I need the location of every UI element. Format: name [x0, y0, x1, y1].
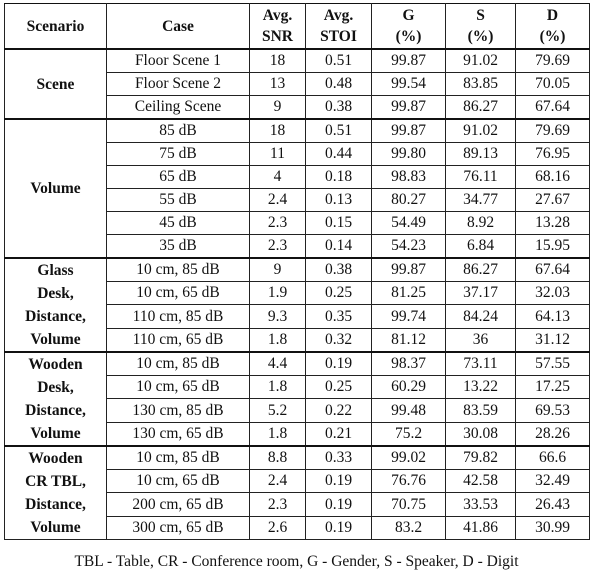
cell-s: 91.02	[446, 49, 516, 73]
column-header-stoi	[306, 4, 372, 50]
cell-snr: 18	[250, 119, 306, 143]
column-header-scenario	[5, 4, 107, 50]
cell-snr: 1.8	[250, 328, 306, 352]
cell-g: 99.48	[372, 399, 446, 422]
cell-s: 30.08	[446, 422, 516, 446]
cell-s: 8.92	[446, 212, 516, 235]
cell-s: 76.11	[446, 166, 516, 189]
scenario-label: Wooden	[28, 450, 83, 467]
cell-case: 130 cm, 85 dB	[107, 399, 250, 422]
cell-case: 300 cm, 65 dB	[107, 516, 250, 539]
cell-d: 26.43	[516, 493, 590, 516]
cell-d: 13.28	[516, 212, 590, 235]
cell-case: 110 cm, 85 dB	[107, 305, 250, 328]
cell-d: 79.69	[516, 119, 590, 143]
scenario-label: CR TBL,	[25, 473, 86, 490]
cell-d: 17.25	[516, 376, 590, 399]
cell-case: 10 cm, 85 dB	[107, 258, 250, 282]
cell-g: 83.2	[372, 516, 446, 539]
cell-case: 10 cm, 65 dB	[107, 376, 250, 399]
cell-d: 32.49	[516, 470, 590, 493]
cell-s: 41.86	[446, 516, 516, 539]
cell-stoi: 0.32	[306, 328, 372, 352]
cell-d: 67.64	[516, 258, 590, 282]
cell-case: 10 cm, 65 dB	[107, 282, 250, 305]
cell-d: 70.05	[516, 73, 590, 96]
cell-case: Floor Scene 2	[107, 73, 250, 96]
cell-stoi: 0.48	[306, 73, 372, 96]
scenario-label: Desk,	[37, 285, 74, 302]
scenario-cell	[5, 446, 107, 540]
cell-stoi: 0.18	[306, 166, 372, 189]
scenario-cell	[5, 49, 107, 119]
cell-case: 45 dB	[107, 212, 250, 235]
cell-g: 99.87	[372, 96, 446, 120]
cell-g: 99.87	[372, 258, 446, 282]
cell-snr: 5.2	[250, 399, 306, 422]
cell-d: 64.13	[516, 305, 590, 328]
cell-snr: 18	[250, 49, 306, 73]
scenario-cell	[5, 352, 107, 446]
cell-g: 80.27	[372, 189, 446, 212]
cell-s: 73.11	[446, 352, 516, 376]
column-header-s	[446, 4, 516, 50]
cell-snr: 2.4	[250, 470, 306, 493]
cell-stoi: 0.25	[306, 282, 372, 305]
table-caption: TBL - Table, CR - Conference room, G - Gender, S - Speaker, D - Digit	[74, 553, 519, 570]
cell-g: 81.12	[372, 328, 446, 352]
cell-snr: 9	[250, 258, 306, 282]
cell-snr: 1.9	[250, 282, 306, 305]
column-header-snr	[250, 4, 306, 50]
cell-g: 99.80	[372, 143, 446, 166]
cell-case: 55 dB	[107, 189, 250, 212]
cell-stoi: 0.38	[306, 258, 372, 282]
column-header-text: (%)	[395, 28, 422, 45]
cell-snr: 8.8	[250, 446, 306, 470]
cell-case: 200 cm, 65 dB	[107, 493, 250, 516]
cell-stoi: 0.19	[306, 470, 372, 493]
scenario-label: Volume	[30, 425, 81, 442]
cell-case: 75 dB	[107, 143, 250, 166]
cell-stoi: 0.51	[306, 119, 372, 143]
cell-case: 10 cm, 65 dB	[107, 470, 250, 493]
cell-stoi: 0.33	[306, 446, 372, 470]
cell-stoi: 0.25	[306, 376, 372, 399]
table-row	[5, 352, 590, 376]
scenario-label: Distance,	[25, 308, 86, 325]
cell-stoi: 0.38	[306, 96, 372, 120]
cell-stoi: 0.19	[306, 516, 372, 539]
cell-snr: 1.8	[250, 376, 306, 399]
cell-d: 30.99	[516, 516, 590, 539]
column-header-g	[372, 4, 446, 50]
cell-snr: 2.6	[250, 516, 306, 539]
cell-s: 89.13	[446, 143, 516, 166]
cell-case: Floor Scene 1	[107, 49, 250, 73]
cell-stoi: 0.14	[306, 235, 372, 259]
cell-d: 69.53	[516, 399, 590, 422]
cell-snr: 2.3	[250, 212, 306, 235]
cell-case: Ceiling Scene	[107, 96, 250, 120]
column-header-text: D	[546, 7, 559, 24]
column-header-text: (%)	[539, 28, 566, 45]
cell-d: 31.12	[516, 328, 590, 352]
cell-stoi: 0.21	[306, 422, 372, 446]
cell-g: 99.54	[372, 73, 446, 96]
scenario-label: Volume	[30, 331, 81, 348]
cell-s: 79.82	[446, 446, 516, 470]
column-header-d	[516, 4, 590, 50]
cell-d: 32.03	[516, 282, 590, 305]
scenario-cell	[5, 258, 107, 352]
cell-case: 130 cm, 65 dB	[107, 422, 250, 446]
table-body	[5, 49, 590, 540]
cell-d: 67.64	[516, 96, 590, 120]
cell-case: 10 cm, 85 dB	[107, 352, 250, 376]
table-header	[5, 4, 590, 50]
column-header-text: Case	[162, 17, 194, 35]
cell-g: 99.87	[372, 119, 446, 143]
cell-snr: 2.4	[250, 189, 306, 212]
cell-g: 99.74	[372, 305, 446, 328]
cell-stoi: 0.44	[306, 143, 372, 166]
cell-g: 60.29	[372, 376, 446, 399]
header-row	[5, 4, 590, 50]
cell-g: 75.2	[372, 422, 446, 446]
cell-d: 79.69	[516, 49, 590, 73]
scenario-label: Distance,	[25, 496, 86, 513]
column-header-text: S	[476, 7, 485, 24]
table-row	[5, 49, 590, 73]
scenario-label: Volume	[30, 180, 81, 197]
cell-d: 66.6	[516, 446, 590, 470]
cell-s: 37.17	[446, 282, 516, 305]
cell-d: 28.26	[516, 422, 590, 446]
cell-g: 99.87	[372, 49, 446, 73]
cell-case: 35 dB	[107, 235, 250, 259]
cell-s: 83.59	[446, 399, 516, 422]
scenario-label: Distance,	[25, 402, 86, 419]
cell-d: 15.95	[516, 235, 590, 259]
column-header-text: G	[402, 7, 415, 24]
cell-s: 42.58	[446, 470, 516, 493]
column-header-text: Avg.	[262, 7, 293, 24]
cell-snr: 13	[250, 73, 306, 96]
cell-d: 68.16	[516, 166, 590, 189]
scenario-label: Glass	[37, 262, 74, 279]
cell-s: 86.27	[446, 96, 516, 120]
cell-snr: 4	[250, 166, 306, 189]
cell-g: 98.83	[372, 166, 446, 189]
cell-stoi: 0.19	[306, 493, 372, 516]
cell-snr: 2.3	[250, 493, 306, 516]
column-header-text: Avg.	[323, 7, 354, 24]
cell-stoi: 0.51	[306, 49, 372, 73]
cell-case: 65 dB	[107, 166, 250, 189]
column-header-case	[107, 4, 250, 50]
cell-case: 10 cm, 85 dB	[107, 446, 250, 470]
cell-snr: 9	[250, 96, 306, 120]
scenario-label: Volume	[30, 519, 81, 536]
cell-s: 86.27	[446, 258, 516, 282]
cell-stoi: 0.19	[306, 352, 372, 376]
cell-stoi: 0.13	[306, 189, 372, 212]
scenario-label: Wooden	[28, 356, 83, 373]
cell-stoi: 0.15	[306, 212, 372, 235]
cell-g: 70.75	[372, 493, 446, 516]
cell-g: 98.37	[372, 352, 446, 376]
cell-s: 6.84	[446, 235, 516, 259]
column-header-text: Scenario	[26, 17, 85, 35]
cell-snr: 2.3	[250, 235, 306, 259]
scenario-label: Scene	[36, 75, 75, 93]
cell-d: 76.95	[516, 143, 590, 166]
cell-g: 54.23	[372, 235, 446, 259]
column-header-text: SNR	[261, 28, 293, 45]
cell-s: 36	[446, 328, 516, 352]
cell-snr: 11	[250, 143, 306, 166]
cell-g: 81.25	[372, 282, 446, 305]
cell-g: 54.49	[372, 212, 446, 235]
cell-snr: 1.8	[250, 422, 306, 446]
cell-case: 110 cm, 65 dB	[107, 328, 250, 352]
cell-snr: 4.4	[250, 352, 306, 376]
table-row	[5, 119, 590, 143]
column-header-text: (%)	[467, 28, 494, 45]
scenario-cell	[5, 119, 107, 258]
cell-s: 84.24	[446, 305, 516, 328]
cell-stoi: 0.35	[306, 305, 372, 328]
scenario-label: Desk,	[37, 379, 74, 396]
results-table	[4, 3, 590, 540]
cell-s: 83.85	[446, 73, 516, 96]
cell-g: 76.76	[372, 470, 446, 493]
cell-s: 34.77	[446, 189, 516, 212]
cell-snr: 9.3	[250, 305, 306, 328]
cell-case: 85 dB	[107, 119, 250, 143]
table-row	[5, 258, 590, 282]
cell-s: 91.02	[446, 119, 516, 143]
table-row	[5, 446, 590, 470]
cell-d: 27.67	[516, 189, 590, 212]
cell-s: 13.22	[446, 376, 516, 399]
cell-s: 33.53	[446, 493, 516, 516]
cell-d: 57.55	[516, 352, 590, 376]
cell-g: 99.02	[372, 446, 446, 470]
column-header-text: STOI	[320, 28, 357, 45]
cell-stoi: 0.22	[306, 399, 372, 422]
